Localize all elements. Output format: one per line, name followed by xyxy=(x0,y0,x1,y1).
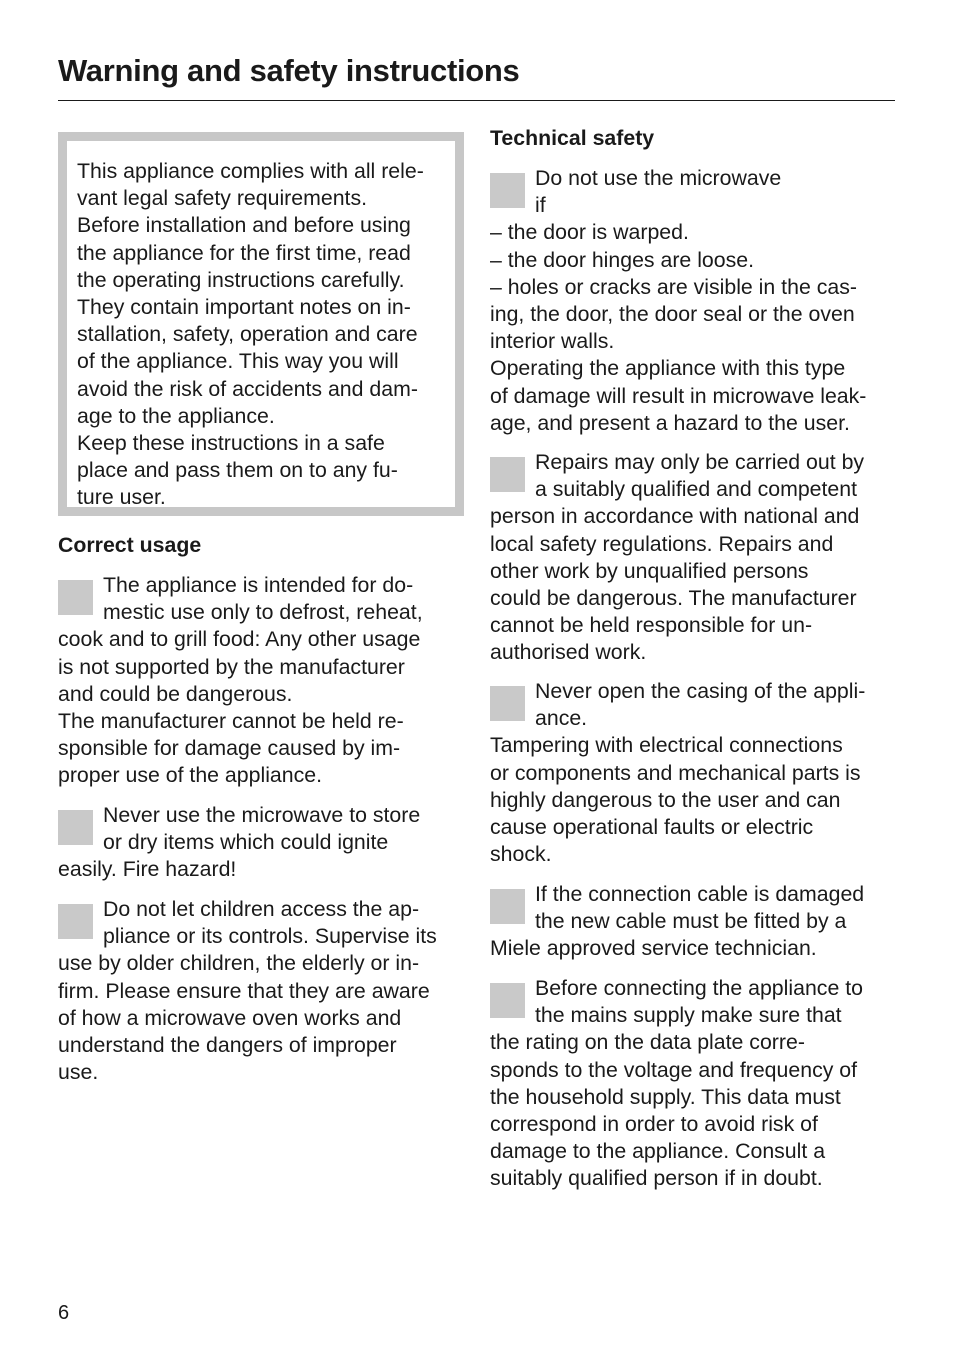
bullet-square-icon xyxy=(490,983,525,1018)
safety-item xyxy=(58,802,468,884)
page-number: 6 xyxy=(58,1302,70,1324)
bullet-square-icon xyxy=(58,810,93,845)
safety-item xyxy=(490,165,900,437)
page-title: Warning and safety instructions xyxy=(58,53,520,88)
bullet-square-icon xyxy=(490,173,525,208)
safety-item-text: Do not use the microwave if – the door is warped. – the door hinges are loose. – holes or cracks are visible in the cas- ing, the door, the door seal or the oven interior walls. Operating the appliance with this type of damage will result in microwave leak- age, and present a hazard to the user. xyxy=(490,166,867,435)
correct-usage-heading: Correct usage xyxy=(58,533,202,557)
safety-item-text: Before connecting the appliance to the mains supply make sure that the rating on the data plate corre- sponds to the voltage and frequency of the household supply. This data must correspond in order to avoid risk of damage to the appliance. Consult a suitably qualified person if in doubt. xyxy=(490,976,863,1191)
safety-item xyxy=(58,896,468,1086)
safety-item-text: Do not let children access the ap- pliance or its controls. Supervise its use by older children, the elderly or in- firm. Please ensure that they are aware of how a microwave oven works and understand the dangers of improper use. xyxy=(58,897,437,1085)
safety-item xyxy=(490,881,900,963)
safety-item xyxy=(58,572,468,790)
safety-item-text: If the connection cable is damaged the new cable must be fitted by a Miele approved service technician. xyxy=(490,882,865,961)
notice-text: This appliance complies with all rele- vant legal safety requirements. Before installation and before using the appliance for the first time, read the operating instructions carefully. They contain important notes on in- stallation, safety, operation and care of the appliance. This way you will avoid the risk of accidents and dam- age to the appliance. Keep these instructions in a safe place and pass them on to any fu- ture user. xyxy=(77,159,424,510)
bullet-square-icon xyxy=(490,889,525,924)
bullet-square-icon xyxy=(490,686,525,721)
bullet-square-icon xyxy=(58,904,93,939)
title-rule xyxy=(58,100,895,101)
bullet-square-icon xyxy=(490,457,525,492)
bullet-square-icon xyxy=(58,580,93,615)
safety-item xyxy=(490,449,900,667)
safety-item-text: The appliance is intended for do- mestic use only to defrost, reheat, cook and to grill food: Any other usage is not supported by the manufacturer and could be dangerous. The manufacturer cannot be held re- sponsible for damage caused by im- proper use of the appliance. xyxy=(58,573,423,788)
safety-item-text: Never open the casing of the appli- ance. Tampering with electrical connections or components and mechanical parts is highly dangerous to the user and can cause operational faults or electric shock. xyxy=(490,679,866,867)
safety-item-text: Never use the microwave to store or dry items which could ignite easily. Fire hazard! xyxy=(58,803,421,882)
safety-item-text: Repairs may only be carried out by a suitably qualified and competent person in accordance with national and local safety regulations. Repairs and other work by unqualified persons could be dangerous. The manufacturer cannot be held responsible for un- authorised work. xyxy=(490,450,865,665)
technical-safety-heading: Technical safety xyxy=(490,126,655,150)
safety-item xyxy=(490,975,900,1193)
notice-box xyxy=(58,132,464,516)
safety-item xyxy=(490,678,900,868)
